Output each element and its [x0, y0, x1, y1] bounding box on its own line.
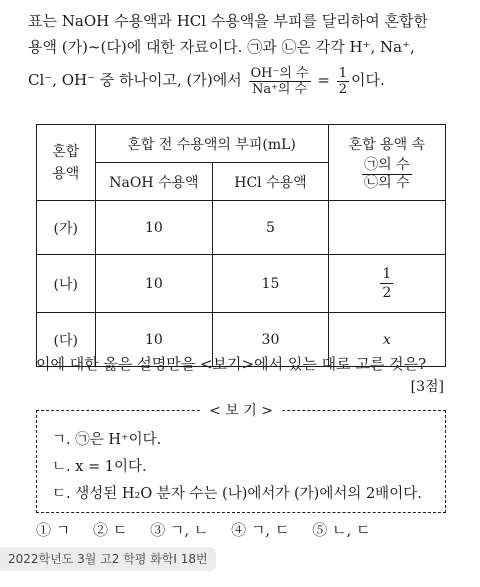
row-name: (다)	[37, 313, 96, 367]
ratio-numerator: OH⁻의 수	[250, 65, 309, 81]
data-table	[36, 124, 446, 367]
intro-line-3	[28, 60, 468, 100]
row-ratio-num: 1	[382, 266, 392, 282]
choice-1[interactable]: ① ㄱ	[36, 521, 71, 539]
bogi-title-text: < 보 기 >	[201, 403, 281, 419]
table-row	[37, 201, 446, 255]
bogi-item-c: ㄷ. 생성된 H₂O 분자 수는 (나)에서가 (가)에서의 2배이다.	[52, 486, 422, 502]
source-label: 2022학년도 3월 고2 학평 화학I 18번	[0, 547, 216, 571]
header-ratio-den: ㉡의 수	[364, 174, 410, 191]
header-hcl: HCl 수용액	[213, 163, 328, 201]
row-name: (나)	[37, 255, 96, 313]
header-ratio-fraction	[362, 157, 412, 192]
choice-5[interactable]: ⑤ ㄴ, ㄷ	[312, 521, 371, 539]
value-denominator: 2	[338, 81, 348, 97]
equals-sign: =	[317, 71, 330, 89]
row-ratio	[328, 201, 445, 255]
row-ratio-fraction	[380, 265, 393, 302]
problem-intro	[28, 8, 468, 100]
intro-line-1: 표는 NaOH 수용액과 HCl 수용액을 부피를 달리하여 혼합한	[28, 12, 428, 30]
ratio-fraction	[249, 66, 311, 97]
row-naoh: 10	[95, 313, 213, 367]
points-label: [3점]	[410, 379, 444, 395]
row-hcl: 30	[213, 313, 328, 367]
row-naoh: 10	[95, 201, 213, 255]
intro-line-3-pre: Cl⁻, OH⁻ 중 하나이고, (가)에서	[28, 71, 242, 89]
choice-2[interactable]: ② ㄷ	[93, 521, 128, 539]
value-fraction	[337, 66, 349, 97]
table-row	[37, 255, 446, 313]
ratio-denominator: Na⁺의 수	[251, 81, 308, 97]
row-ratio	[328, 255, 445, 313]
bogi-item-a: ㄱ. ㉠은 H⁺이다.	[52, 432, 162, 448]
row-hcl: 5	[213, 201, 328, 255]
answer-choices	[36, 519, 389, 540]
row-ratio-den: 2	[382, 285, 392, 301]
intro-line-3-post: 이다.	[351, 71, 385, 89]
choice-4[interactable]: ④ ㄱ, ㄷ	[231, 521, 290, 539]
intro-line-2: 용액 (가)~(다)에 대한 자료이다. ㉠과 ㉡은 각각 H⁺, Na⁺,	[28, 38, 415, 56]
row-naoh: 10	[95, 255, 213, 313]
row-hcl: 15	[213, 255, 328, 313]
bogi-title	[36, 400, 446, 420]
header-naoh: NaOH 수용액	[95, 163, 213, 201]
row-ratio: x	[328, 313, 445, 367]
header-ratio-num: ㉠의 수	[364, 156, 410, 173]
question-text: 이에 대한 옳은 설명만을 <보기>에서 있는 대로 고른 것은?	[36, 355, 427, 373]
bogi-item-b: ㄴ. x = 1이다.	[52, 459, 147, 475]
header-volume: 혼합 전 수용액의 부피(mL)	[95, 125, 328, 163]
choice-3[interactable]: ③ ㄱ, ㄴ	[150, 521, 209, 539]
header-solution: 혼합 용액	[37, 125, 96, 201]
header-ratio	[328, 125, 445, 201]
header-ratio-title: 혼합 용액 속	[348, 136, 426, 153]
value-numerator: 1	[338, 65, 348, 81]
row-name: (가)	[37, 201, 96, 255]
